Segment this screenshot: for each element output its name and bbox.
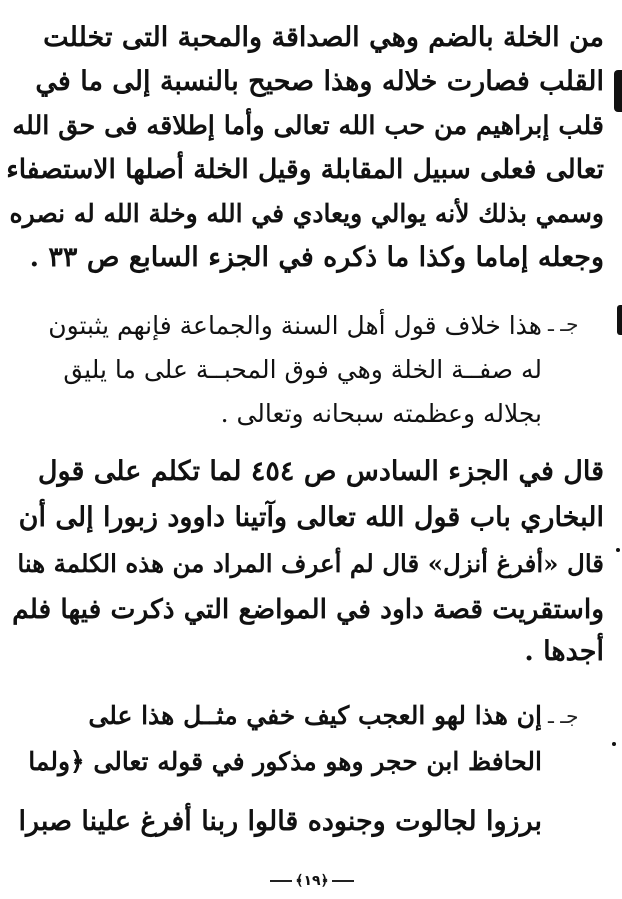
- text-line: البخاري باب قول الله تعالى وآتينا داوود زبورا إلى أن: [18, 502, 604, 533]
- text-line: إن هذا لهو العجب كيف خفي مثــل هذا على: [88, 701, 542, 730]
- footer-rule-left: [270, 880, 292, 882]
- scan-edge-mark: [612, 742, 616, 746]
- text-line: له صفــة الخلة وهي فوق المحبــة على ما يليق: [63, 355, 542, 384]
- text-line: أجدها .: [524, 636, 604, 667]
- page-number-label: ﴿١٩﴾: [295, 873, 329, 889]
- reply-marker: جـ ـ: [548, 312, 579, 336]
- text-line: تعالى فعلى سبيل المقابلة وقيل الخلة أصلها الاستصفاء: [6, 154, 604, 185]
- reply-marker: جـ ـ: [548, 704, 579, 728]
- text-line: قال في الجزء السادس ص ٤٥٤ لما تكلم على قول: [37, 456, 604, 487]
- text-line: هذا خلاف قول أهل السنة والجماعة فإنهم يثبتون: [48, 311, 542, 340]
- scan-edge-mark: [617, 305, 622, 335]
- scan-edge-mark: [616, 548, 620, 552]
- text-line: القلب فصارت خلاله وهذا صحيح بالنسبة إلى ما في: [35, 66, 604, 97]
- text-line: من الخلة بالضم وهي الصداقة والمحبة التى تخللت: [43, 22, 604, 53]
- text-line: قلب إبراهيم من حب الله تعالى وأما إطلاقه فى حق الله: [12, 111, 604, 141]
- text-line: وسمي بذلك لأنه يوالي ويعادي في الله وخلة الله له نصره: [9, 199, 604, 228]
- text-line: الحافظ ابن حجر وهو مذكور في قوله تعالى ﴿ولما: [28, 747, 542, 776]
- text-line: واستقريت قصة داود في المواضع التي ذكرت فيها فلم: [12, 594, 604, 625]
- text-line: قال «أفرغ أنزل» قال لم أعرف المراد من هذه الكلمة هنا: [17, 549, 604, 578]
- text-line: برزوا لجالوت وجنوده قالوا ربنا أفرغ علينا صبرا: [18, 806, 542, 837]
- footer-rule-right: [332, 880, 354, 882]
- page-number: [262, 866, 362, 896]
- text-line: بجلاله وعظمته سبحانه وتعالى .: [220, 399, 542, 428]
- scan-edge-mark: [614, 70, 622, 112]
- text-line: وجعله إماما وكذا ما ذكره في الجزء السابع ص ٣٣ .: [29, 242, 604, 273]
